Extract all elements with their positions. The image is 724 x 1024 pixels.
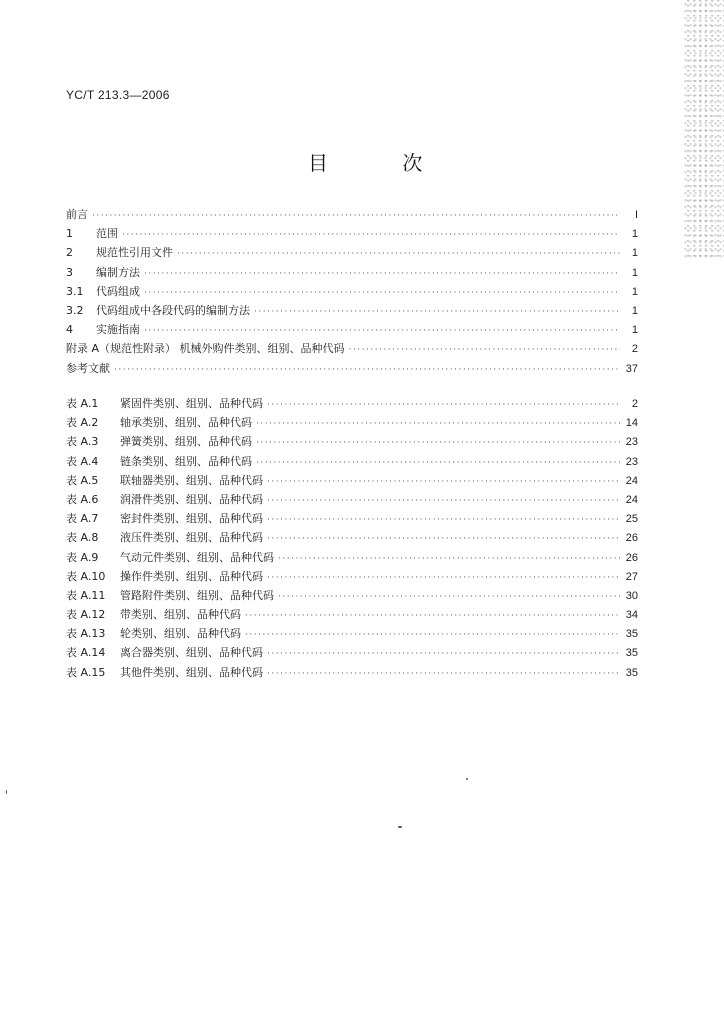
- toc-entry[interactable]: [66, 663, 638, 682]
- toc-entry-label: 规范性引用文件: [96, 246, 173, 260]
- toc-entry-label: 参考文献: [66, 361, 110, 375]
- toc-entry-label: 操作件类别、组别、品种代码: [120, 569, 263, 583]
- toc-entry-number: 表 A.8: [66, 531, 99, 545]
- toc-entry-page: 2: [631, 343, 638, 356]
- toc-leader-dots: [114, 361, 620, 380]
- toc-entry-number: 表 A.15: [66, 665, 106, 679]
- toc-entry-number: 表 A.13: [66, 627, 106, 641]
- toc-entry-label: 轮类别、组别、品种代码: [120, 627, 241, 641]
- toc-entry-label: 密封件类别、组别、品种代码: [120, 512, 263, 526]
- toc-entry-number: 表 A.2: [66, 416, 99, 430]
- toc-entry[interactable]: [66, 282, 638, 301]
- toc-entry-page: 1: [631, 304, 638, 317]
- toc-entry-page: I: [634, 209, 638, 221]
- toc-entry[interactable]: [66, 452, 638, 471]
- toc-entry-page: 30: [625, 589, 638, 602]
- toc-leader-dots: [267, 665, 620, 684]
- toc-entry[interactable]: [66, 394, 638, 413]
- toc-entry[interactable]: [66, 432, 638, 451]
- toc-leader-dots: [245, 607, 620, 626]
- toc-entry[interactable]: [66, 605, 638, 624]
- toc-entry-label: 气动元件类别、组别、品种代码: [120, 550, 274, 564]
- toc-entry[interactable]: [66, 263, 638, 282]
- toc-entry-label: 代码组成中各段代码的编制方法: [96, 303, 250, 317]
- toc-leader-dots: [256, 434, 620, 453]
- toc-entry[interactable]: [66, 471, 638, 490]
- toc-entry-label: 代码组成: [96, 284, 140, 298]
- toc-entry-label: 液压件类别、组别、品种代码: [120, 531, 263, 545]
- toc-leader-dots: [177, 245, 620, 264]
- toc-entry[interactable]: [66, 528, 638, 547]
- toc-entry-page: 23: [625, 455, 638, 468]
- page-title: 目 次: [308, 151, 457, 175]
- toc-leader-dots: [144, 265, 620, 284]
- toc-entry-label: 弹簧类别、组别、品种代码: [120, 435, 252, 449]
- scan-speck: [398, 826, 402, 828]
- toc-leader-dots: [267, 396, 620, 415]
- toc-entry[interactable]: [66, 586, 638, 605]
- toc-entry[interactable]: [66, 413, 638, 432]
- toc-entry-number: 表 A.4: [66, 454, 99, 468]
- toc-entry-label: 润滑件类别、组别、品种代码: [120, 492, 263, 506]
- toc-entry-number: 3.1: [66, 284, 84, 298]
- toc-entry-page: 14: [625, 417, 638, 430]
- toc-leader-dots: [349, 341, 620, 360]
- toc-leader-dots: [256, 415, 620, 434]
- toc-entry-page: 23: [625, 436, 638, 449]
- toc-entry-number: 表 A.7: [66, 512, 99, 526]
- toc-entry-page: 2: [631, 398, 638, 410]
- toc-entry-page: 35: [625, 666, 638, 679]
- toc-entry-label: 联轴器类别、组别、品种代码: [120, 473, 263, 487]
- toc-leader-dots: [267, 511, 620, 530]
- toc-entry-label: 带类别、组别、品种代码: [120, 608, 241, 622]
- toc-tables-list: [66, 394, 638, 682]
- toc-leader-dots: [267, 645, 620, 664]
- toc-entry-label: 轴承类别、组别、品种代码: [120, 416, 252, 430]
- toc-entry-label: 紧固件类别、组别、品种代码: [120, 397, 263, 410]
- toc-main-list: [66, 205, 638, 378]
- toc-leader-dots: [278, 588, 620, 607]
- toc-entry-number: 1: [66, 227, 73, 241]
- toc-entry-page: 35: [625, 628, 638, 641]
- toc-leader-dots: [267, 473, 620, 492]
- toc-entry-label: 范围: [96, 227, 118, 241]
- toc-entry-label: 管路附件类别、组别、品种代码: [120, 588, 274, 602]
- toc-entry-page: 24: [625, 493, 638, 506]
- toc-leader-dots: [267, 569, 620, 588]
- toc-entry-page: 35: [625, 647, 638, 660]
- toc-entry-number: 表 A.11: [66, 588, 106, 602]
- toc-entry-number: 3: [66, 265, 73, 279]
- toc-entry-page: 1: [631, 247, 638, 260]
- toc-entry-number: 4: [66, 323, 73, 337]
- toc-entry-page: 27: [625, 570, 638, 583]
- toc-entry-label: 链条类别、组别、品种代码: [120, 454, 252, 468]
- toc-entry-number: 3.2: [66, 303, 84, 317]
- document-code: YC/T 213.3—2006: [66, 88, 170, 102]
- toc-entry-page: 26: [625, 532, 638, 545]
- toc-entry-number: 表 A.1: [66, 397, 99, 410]
- scan-noise-edge: [684, 0, 724, 260]
- toc-leader-dots: [245, 626, 620, 645]
- toc-entry-number: 表 A.6: [66, 492, 99, 506]
- toc-entry[interactable]: [66, 490, 638, 509]
- toc-entry-number: 表 A.5: [66, 473, 99, 487]
- toc-entry[interactable]: [66, 548, 638, 567]
- toc-entry-label: 前言: [66, 208, 88, 221]
- toc-entry-label: 离合器类别、组别、品种代码: [120, 646, 263, 660]
- toc-entry-page: 1: [631, 285, 638, 298]
- toc-leader-dots: [256, 454, 620, 473]
- toc-entry[interactable]: [66, 205, 638, 224]
- toc-entry[interactable]: [66, 339, 638, 358]
- scan-speck: [6, 790, 7, 794]
- toc-entry-label: 编制方法: [96, 265, 140, 279]
- toc-entry[interactable]: [66, 243, 638, 262]
- toc-leader-dots: [92, 207, 620, 226]
- scan-speck: [466, 778, 468, 780]
- toc-entry[interactable]: [66, 224, 638, 243]
- toc-entry[interactable]: [66, 320, 638, 339]
- toc-leader-dots: [254, 303, 620, 322]
- toc-entry[interactable]: [66, 359, 638, 378]
- toc-entry[interactable]: [66, 509, 638, 528]
- toc-leader-dots: [122, 226, 620, 245]
- toc-entry-number: 2: [66, 246, 73, 260]
- toc-entry-number: 表 A.14: [66, 646, 106, 660]
- toc-entry-number: 表 A.9: [66, 550, 99, 564]
- toc-leader-dots: [267, 492, 620, 511]
- toc-entry[interactable]: [66, 624, 638, 643]
- toc-entry[interactable]: [66, 301, 638, 320]
- toc-entry-page: 1: [631, 228, 638, 241]
- toc-entry-number: 表 A.3: [66, 435, 99, 449]
- toc-entry-label: 实施指南: [96, 323, 140, 337]
- toc-entry-page: 25: [625, 513, 638, 526]
- toc-entry-label: 其他件类别、组别、品种代码: [120, 665, 263, 679]
- toc-entry-page: 1: [631, 324, 638, 337]
- toc-leader-dots: [267, 530, 620, 549]
- toc-entry-label: 附录 A（规范性附录） 机械外购件类别、组别、品种代码: [66, 342, 345, 356]
- toc-entry[interactable]: [66, 643, 638, 662]
- toc-entry-page: 26: [625, 551, 638, 564]
- toc-entry-page: 24: [625, 474, 638, 487]
- toc-entry-page: 34: [625, 609, 638, 622]
- toc-entry-number: 表 A.10: [66, 569, 106, 583]
- toc-entry[interactable]: [66, 567, 638, 586]
- toc-entry-number: 表 A.12: [66, 608, 106, 622]
- toc-entry-page: 1: [631, 266, 638, 279]
- toc-leader-dots: [278, 550, 620, 569]
- toc-entry-page: 37: [625, 362, 638, 375]
